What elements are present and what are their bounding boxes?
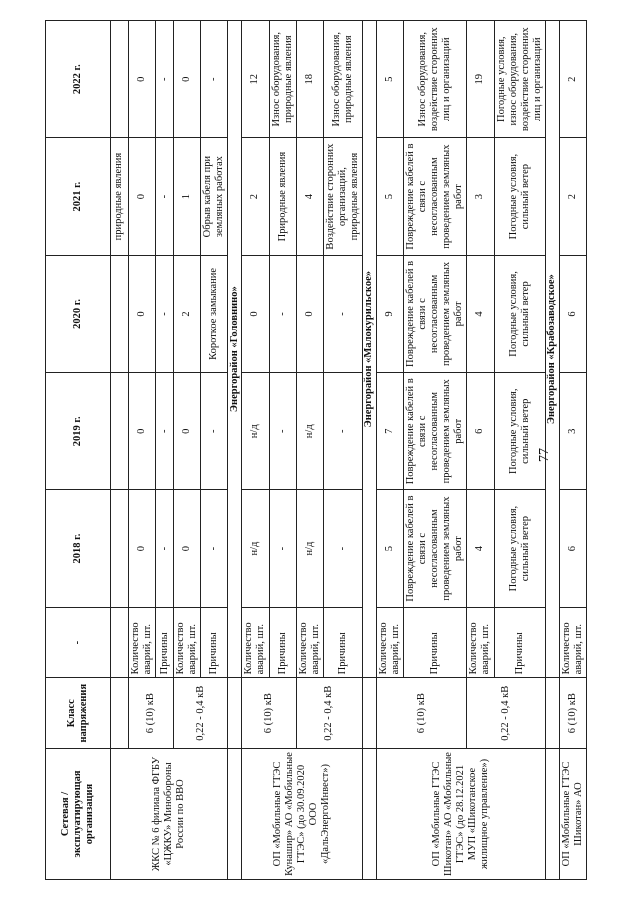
- cell: 2: [559, 21, 586, 138]
- cell: 12: [242, 21, 269, 138]
- cell: Погодные условия, сильный ветер: [494, 138, 545, 255]
- org-cell: ЖКС № 6 филиала ФГБУ «ЦЖКУ» Минобороны России по ВВО: [111, 749, 228, 880]
- cell: -: [156, 373, 174, 490]
- cell: Погодные условия, износ оборудования, воздействие сторонних лиц и организаций: [494, 21, 545, 138]
- header-2021: 2021 г.: [46, 138, 111, 255]
- cell: Повреждение кабелей в связи с несогласованным проведением земляных работ: [404, 490, 467, 607]
- cell: 0: [242, 255, 269, 372]
- cell: 19: [467, 21, 494, 138]
- page-number: 77: [537, 448, 552, 462]
- region-title: Энергорайон «Крабозаводское»: [545, 21, 559, 678]
- table-row: [376, 21, 403, 880]
- cell: Погодные условия, сильный ветер: [494, 373, 545, 490]
- cell: Воздействие сторонних организаций, природные явления: [323, 138, 362, 255]
- voltage-cell: 6 (10) кВ: [559, 678, 586, 749]
- voltage-cell: 0,22 - 0,4 кВ: [174, 678, 228, 749]
- org-cell: ОП «Мобильные ГТЭС Шикотан» АО: [559, 749, 586, 880]
- cell: [228, 678, 242, 749]
- cell: 3: [467, 138, 494, 255]
- cell: -: [269, 255, 296, 372]
- cell: [111, 255, 129, 372]
- org-cell: [242, 749, 363, 880]
- cell: 5: [376, 138, 403, 255]
- cell: [545, 678, 559, 749]
- cell: н/д: [296, 490, 323, 607]
- cell: Погодные условия, сильный ветер: [494, 255, 545, 372]
- cell: 0: [129, 373, 156, 490]
- cell: 5: [376, 21, 403, 138]
- cell: [228, 749, 242, 880]
- cell: -: [269, 490, 296, 607]
- cell: 6: [467, 373, 494, 490]
- header-2020: 2020 г.: [46, 255, 111, 372]
- table-row: [242, 21, 269, 880]
- cell: Износ оборудования, воздействие сторонних лиц и организаций: [404, 21, 467, 138]
- indicator-cell: Причины: [494, 607, 545, 678]
- accidents-table: [45, 20, 587, 880]
- region-title: Энергорайон «Головнино»: [228, 21, 242, 678]
- indicator-cell: Количество аварий, шт.: [559, 607, 586, 678]
- cell: -: [156, 490, 174, 607]
- cell: -: [323, 373, 362, 490]
- cell: Износ оборудования, природные явления: [269, 21, 296, 138]
- cell: [111, 490, 129, 607]
- indicator-cell: Количество аварий, шт.: [467, 607, 494, 678]
- header-indicator: -: [46, 607, 111, 678]
- indicator-cell: Количество аварий, шт.: [129, 607, 156, 678]
- cell: н/д: [242, 373, 269, 490]
- indicator-cell: Количество аварий, шт.: [174, 607, 201, 678]
- cell: -: [156, 138, 174, 255]
- indicator-cell: Причины: [404, 607, 467, 678]
- cell: 4: [467, 255, 494, 372]
- region-title: Энергорайон «Малокурильское»: [362, 21, 376, 678]
- cell: [111, 21, 129, 138]
- cell: 0: [296, 255, 323, 372]
- cell: -: [323, 490, 362, 607]
- cell: 7: [376, 373, 403, 490]
- cell: -: [201, 490, 228, 607]
- cell: н/д: [242, 490, 269, 607]
- cell: [111, 678, 129, 749]
- region-row: [228, 21, 242, 880]
- cell: [111, 373, 129, 490]
- cell: [362, 678, 376, 749]
- table-row: [111, 21, 129, 880]
- cell: 2: [174, 255, 201, 372]
- cell: Погодные условия, сильный ветер: [494, 490, 545, 607]
- cell: 0: [129, 21, 156, 138]
- cell: Обрыв кабеля при земляных работах: [201, 138, 228, 255]
- cell: 3: [559, 373, 586, 490]
- indicator-cell: Причины: [269, 607, 296, 678]
- cell: 1: [174, 138, 201, 255]
- cell: 6: [559, 255, 586, 372]
- cell: 0: [129, 490, 156, 607]
- indicator-cell: Причины: [323, 607, 362, 678]
- cell: [362, 749, 376, 880]
- org-cell: ОП «Мобильные ГТЭС Шикотан» АО «Мобильные ГТЭС» (до 28.12.2021 МУП «Шикотанское жилищное управление»): [376, 749, 545, 880]
- cell: Повреждение кабелей в связи с несогласованным проведением земляных работ: [404, 138, 467, 255]
- cell: 4: [467, 490, 494, 607]
- voltage-cell: 0,22 - 0,4 кВ: [296, 678, 362, 749]
- cell: [111, 607, 129, 678]
- cell: -: [156, 255, 174, 372]
- indicator-cell: Причины: [201, 607, 228, 678]
- indicator-cell: Количество аварий, шт.: [296, 607, 323, 678]
- cell: 0: [174, 373, 201, 490]
- header-2018: 2018 г.: [46, 490, 111, 607]
- cell: Повреждение кабелей в связи с несогласованным проведением земляных работ: [404, 255, 467, 372]
- indicator-cell: Количество аварий, шт.: [376, 607, 403, 678]
- cell: 6: [559, 490, 586, 607]
- org-line: ОП «Мобильные ГТЭС Кунашир» АО «Мобильные ГТЭС» (до 30.09.2020: [272, 752, 308, 876]
- cell: 5: [376, 490, 403, 607]
- header-row: [46, 21, 111, 880]
- header-org: Сетевая / эксплуатирующая организация: [46, 749, 111, 880]
- cell: 9: [376, 255, 403, 372]
- voltage-cell: 6 (10) кВ: [376, 678, 466, 749]
- cell: [545, 749, 559, 880]
- org-line: ООО «ДальЭнергоИнвест»): [308, 764, 332, 864]
- cell: н/д: [296, 373, 323, 490]
- cell: -: [201, 21, 228, 138]
- voltage-cell: 0,22 - 0,4 кВ: [467, 678, 545, 749]
- cell: Короткое замыкание: [201, 255, 228, 372]
- cell: 0: [129, 138, 156, 255]
- cell: -: [201, 373, 228, 490]
- region-row: [362, 21, 376, 880]
- cell: 0: [174, 21, 201, 138]
- rotated-table-wrapper: [45, 20, 584, 880]
- cell: Повреждение кабелей в связи с несогласованным проведением земляных работ: [404, 373, 467, 490]
- voltage-cell: 6 (10) кВ: [129, 678, 174, 749]
- cell: 4: [296, 138, 323, 255]
- cell: природные явления: [111, 138, 129, 255]
- indicator-cell: Причины: [156, 607, 174, 678]
- cell: 0: [129, 255, 156, 372]
- region-row: [545, 21, 559, 880]
- header-voltage: Класс напряжения: [46, 678, 111, 749]
- cell: Износ оборудования, природные явления: [323, 21, 362, 138]
- header-2022: 2022 г.: [46, 21, 111, 138]
- cell: 18: [296, 21, 323, 138]
- cell: Природные явления: [269, 138, 296, 255]
- cell: 2: [242, 138, 269, 255]
- header-2019: 2019 г.: [46, 373, 111, 490]
- cell: -: [269, 373, 296, 490]
- cell: 2: [559, 138, 586, 255]
- table-row: [559, 21, 586, 880]
- cell: 0: [174, 490, 201, 607]
- indicator-cell: Количество аварий, шт.: [242, 607, 269, 678]
- cell: -: [156, 21, 174, 138]
- cell: -: [323, 255, 362, 372]
- voltage-cell: 6 (10) кВ: [242, 678, 296, 749]
